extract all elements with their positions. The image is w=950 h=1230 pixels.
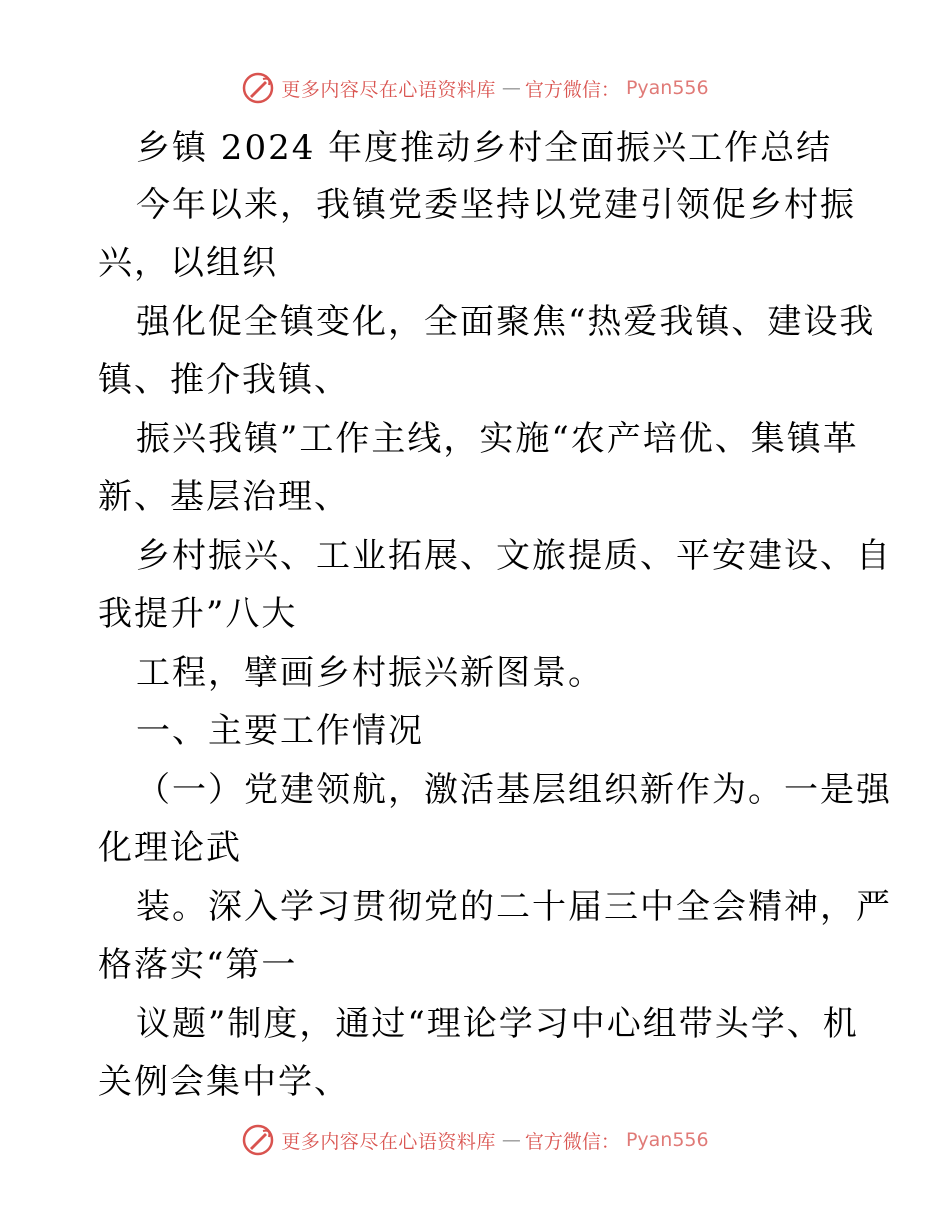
quill-logo-icon: [241, 1123, 275, 1157]
paragraph-line: 兴，以组织: [98, 243, 278, 283]
paragraph-line: 乡村振兴、工业拓展、文旅提质、平安建设、自: [136, 536, 892, 576]
watermark-sub: 官方微信：: [524, 1130, 620, 1153]
paragraph-line: 装。深入学习贯彻党的二十届三中全会精神，严: [136, 887, 892, 927]
watermark-id: Pyan556: [625, 77, 709, 99]
paragraph-line: 议题”制度，通过“理论学习中心组带头学、机: [136, 1004, 859, 1044]
watermark-footer: [0, 1120, 950, 1160]
paragraph-line: 化理论武: [98, 828, 242, 868]
watermark-header: [0, 68, 950, 108]
watermark-dash: —: [501, 77, 519, 99]
watermark-sub: 官方微信：: [524, 78, 620, 101]
watermark-text: 更多内容尽在心语资料库: [281, 78, 496, 101]
document-title: 乡镇 2024 年度推动乡村全面振兴工作总结: [136, 128, 833, 168]
paragraph-line: 今年以来，我镇党委坚持以党建引领促乡村振: [136, 185, 856, 225]
paragraph-line: （一）党建领航，激活基层组织新作为。一是强: [136, 770, 892, 810]
paragraph-line: 我提升”八大: [98, 594, 298, 634]
paragraph-line: 强化促全镇变化，全面聚焦“热爱我镇、建设我: [136, 302, 876, 342]
paragraph-line: 镇、推介我镇、: [98, 360, 350, 400]
paragraph-line: 新、基层治理、: [98, 477, 350, 517]
section-heading: 一、主要工作情况: [136, 711, 424, 751]
watermark-dash: —: [501, 1129, 519, 1151]
watermark-text: 更多内容尽在心语资料库: [281, 1130, 496, 1153]
quill-logo-icon: [241, 71, 275, 105]
paragraph-line: 工程，擘画乡村振兴新图景。: [136, 653, 604, 693]
paragraph-line: 关例会集中学、: [98, 1062, 350, 1102]
watermark-id: Pyan556: [625, 1129, 709, 1151]
paragraph-line: 振兴我镇”工作主线，实施“农产培优、集镇革: [136, 419, 859, 459]
paragraph-line: 格落实“第一: [98, 945, 298, 985]
